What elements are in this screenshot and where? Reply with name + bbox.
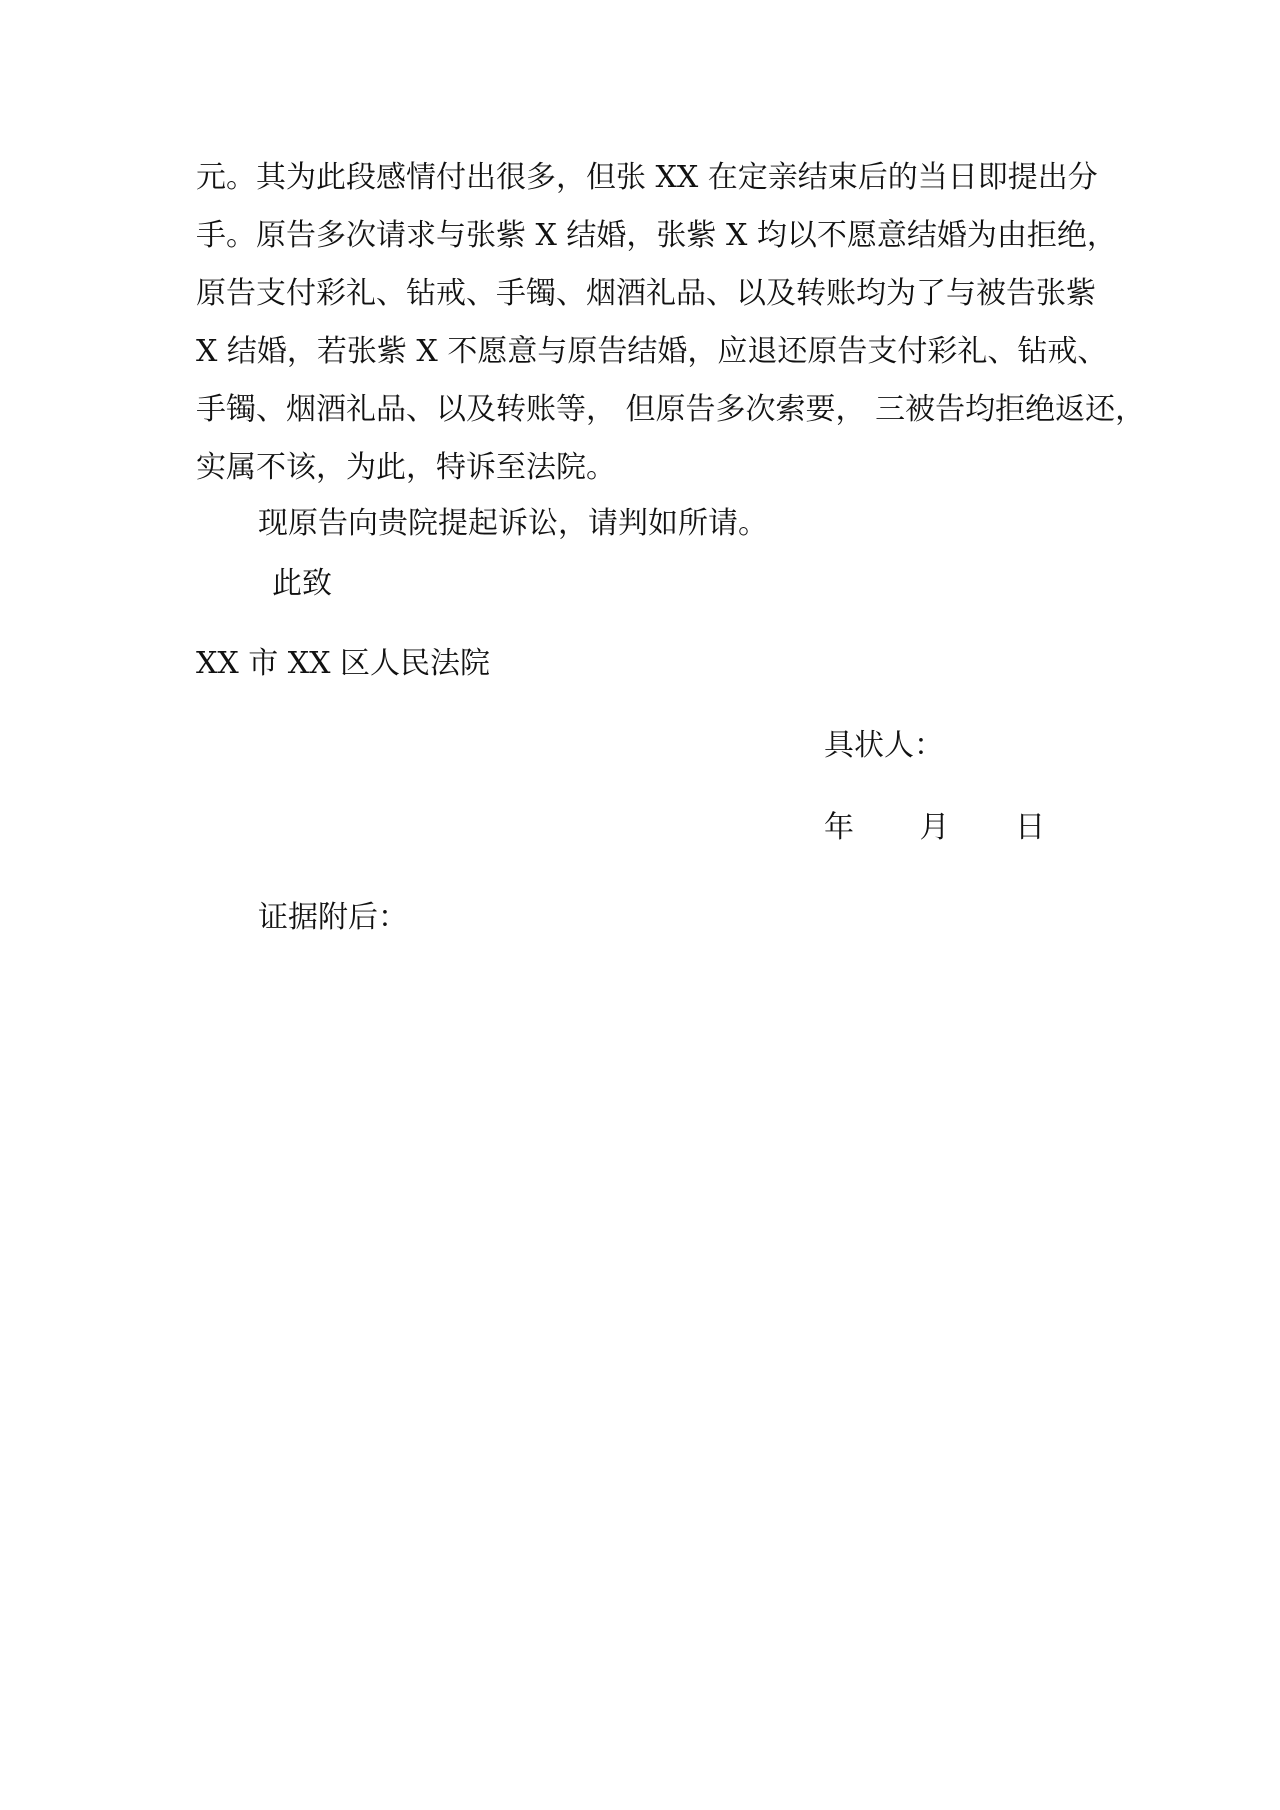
body-line-4: X 结婚，若张紫 X 不愿意与原告结婚，应退还原告支付彩礼、钻戒、	[196, 334, 1108, 369]
date-day-label: 日	[1015, 810, 1046, 845]
salutation: 此致	[272, 566, 332, 601]
body-line-3: 原告支付彩礼、钻戒、手镯、烟酒礼品、以及转账均为了与被告张紫	[196, 276, 1096, 311]
date-year-label: 年	[824, 810, 854, 845]
request-line: 现原告向贵院提起诉讼，请判如所请。	[258, 506, 768, 541]
signature-label: 具状人：	[824, 728, 944, 763]
body-line-1: 元。其为此段感情付出很多，但张 XX 在定亲结束后的当日即提出分	[196, 160, 1098, 195]
court-name: XX 市 XX 区人民法院	[196, 646, 491, 681]
date-month-label: 月	[919, 810, 950, 845]
body-line-5: 手镯、烟酒礼品、以及转账等， 但原告多次索要， 三被告均拒绝返还，	[196, 392, 1146, 427]
body-line-2: 手。原告多次请求与张紫 X 结婚，张紫 X 均以不愿意结婚为由拒绝，	[196, 218, 1117, 253]
evidence-label: 证据附后：	[258, 900, 408, 935]
body-line-6: 实属不该，为此，特诉至法院。	[196, 450, 616, 485]
date-row	[824, 808, 1045, 848]
